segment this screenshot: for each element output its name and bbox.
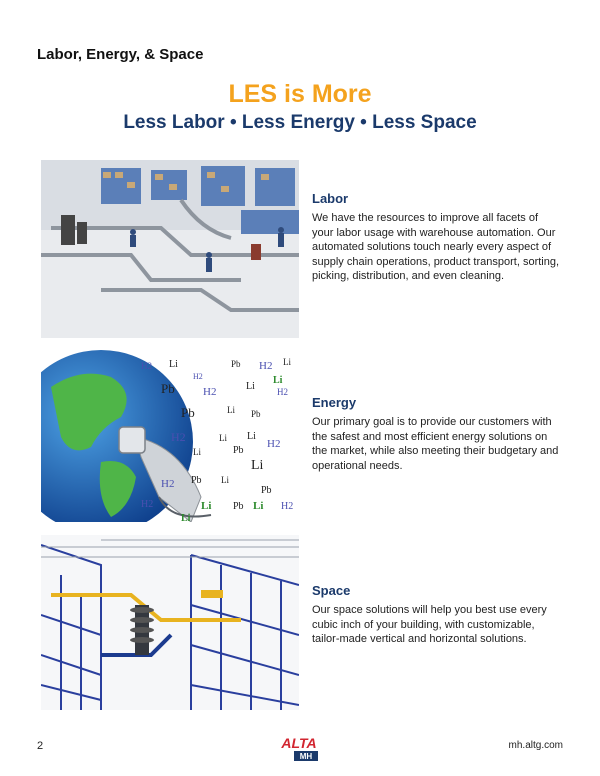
page-title: LES is More	[228, 80, 372, 108]
space-section	[312, 583, 562, 647]
alta-mh-logo	[276, 734, 322, 764]
labor-section	[312, 191, 562, 284]
element-symbol: Pb	[233, 501, 244, 512]
section-label: Labor, Energy, & Space	[37, 46, 204, 63]
logo-text: ALTA	[281, 735, 317, 751]
logo-subtext: MH	[299, 752, 313, 761]
element-symbol: Li	[246, 381, 255, 392]
page-subtitle: Less Labor • Less Energy • Less Space	[123, 112, 477, 133]
element-symbol: H2	[259, 360, 273, 372]
element-symbol: H2	[161, 478, 175, 490]
element-symbol: Li	[247, 431, 256, 442]
element-symbol: Li	[221, 475, 229, 485]
energy-heading: Energy	[312, 395, 357, 410]
element-symbol: Li	[251, 458, 264, 473]
space-body: Our space solutions will help you best use every cubic inch of your building, with customizable, tailor-made vertical and horizontal solutions.	[312, 604, 547, 646]
page-number: 2	[37, 740, 44, 752]
element-symbol: Pb	[191, 475, 202, 486]
element-symbol: H2	[267, 438, 281, 450]
element-symbol: Pb	[233, 445, 244, 456]
element-symbol: H2	[141, 499, 154, 510]
element-symbol: Pb	[261, 485, 272, 496]
element-symbol: Li	[169, 359, 178, 370]
energy-globe-image	[41, 347, 299, 522]
element-symbol: Pb	[161, 381, 175, 396]
energy-body: Our primary goal is to provide our customers with the safest and most efficient energy solutions on the market, while also meeting their budgetary and operational needs.	[312, 416, 559, 472]
space-racking-image	[41, 535, 299, 710]
labor-warehouse-image	[41, 160, 299, 338]
element-symbol: Pb	[181, 405, 195, 420]
labor-body: We have the resources to improve all facets of your labor usage with warehouse automation. Our automated solutions touch nearly every aspect of supply chain operations, product transport, sorting, picking, distribution, and even cleaning.	[312, 212, 560, 283]
element-symbol: H2	[193, 372, 203, 381]
element-symbol: Li	[219, 433, 227, 443]
element-symbol: H2	[277, 387, 288, 397]
element-symbol: H2	[203, 386, 217, 398]
space-heading: Space	[312, 583, 351, 598]
element-symbol: Li	[283, 357, 291, 367]
labor-heading: Labor	[312, 191, 349, 206]
element-symbol: Pb	[231, 359, 241, 369]
element-symbol: Li	[227, 405, 235, 415]
element-symbol: H2	[281, 501, 294, 512]
element-symbol: Li	[193, 447, 201, 457]
element-symbol: Li	[181, 513, 191, 522]
website-url: mh.altg.com	[508, 740, 563, 751]
element-symbol: H2	[141, 361, 152, 371]
element-symbol: Li	[201, 500, 212, 512]
element-symbol: H2	[171, 430, 186, 444]
element-symbol: Pb	[251, 409, 261, 419]
energy-section	[312, 395, 562, 473]
element-symbol: Li	[253, 500, 264, 512]
element-symbol: Li	[273, 375, 283, 386]
